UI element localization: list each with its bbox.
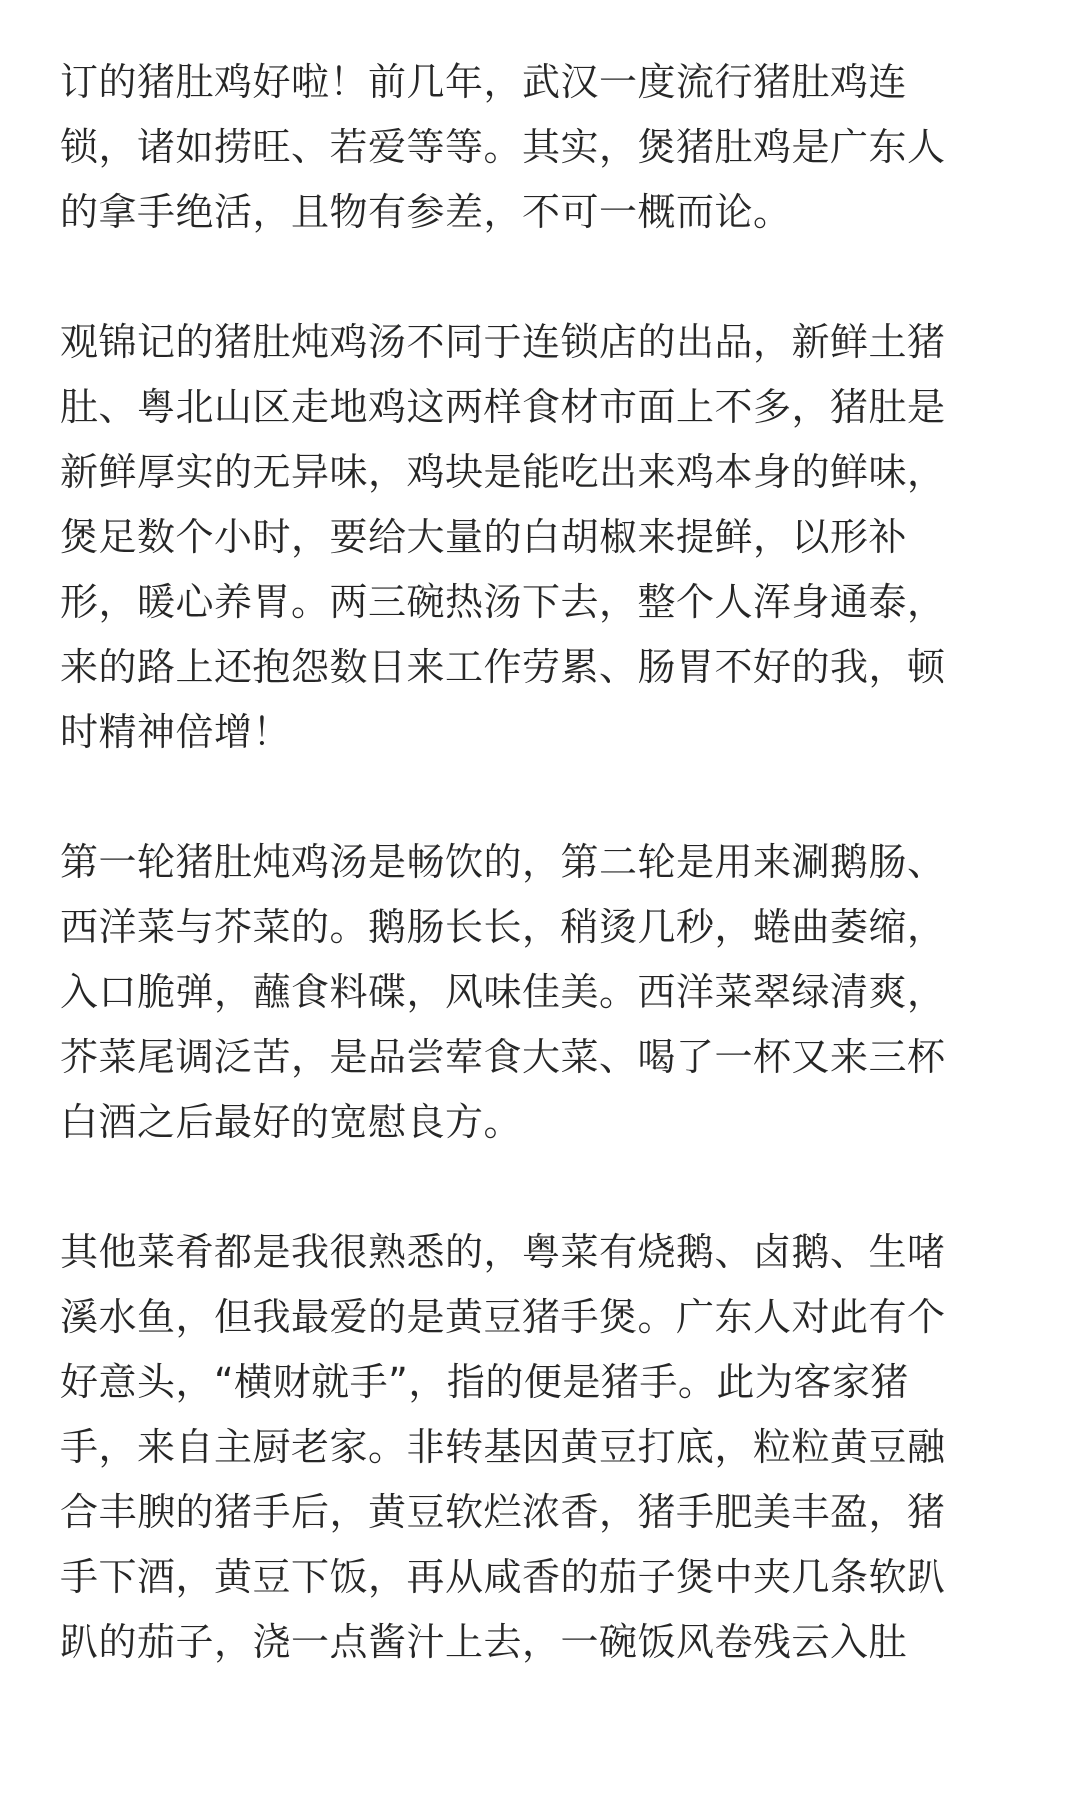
paragraph-guanjinji-soup: 观锦记的猪肚炖鸡汤不同于连锁店的出品，新鲜土猪 肚、粤北山区走地鸡这两样食材市面上不多，猪肚是 新鲜厚实的无异味，鸡块是能吃出来鸡本身的鲜味， 煲足数个小时，要给大量的白胡椒来提鲜，以形补 形，暖心养胃。两三碗热汤下去，整个人浑身通泰， 来的路上还抱怨数日来工作劳累、肠胃不好的我，顿 时精神倍增！ [60,320,946,754]
paragraph-second-round-hotpot: 第一轮猪肚炖鸡汤是畅饮的，第二轮是用来涮鹅肠、 西洋菜与芥菜的。鹅肠长长，稍烫几秒，蜷曲萎缩， 入口脆弹，蘸食料碟，风味佳美。西洋菜翠绿清爽， 芥菜尾调泛苦，是品尝荤食大菜、喝了一杯又来三杯 白酒之后最好的宽慰良方。 [60,840,946,1144]
paragraph-other-dishes: 其他菜肴都是我很熟悉的，粤菜有烧鹅、卤鹅、生啫 溪水鱼，但我最爱的是黄豆猪手煲。广东人对此有个 好意头，“横财就手”，指的便是猪手。此为客家猪 手，来自主厨老家。非转基因黄豆打底，粒粒黄豆融 合丰腴的猪手后，黄豆软烂浓香，猪手肥美丰盈，猪 手下酒，黄豆下饭，再从咸香的茄子煲中夹几条软趴 趴的茄子，浇一点酱汁上去，一碗饭风卷残云入肚 [60,1230,946,1664]
paragraph-pork-tripe-chicken-intro: 订的猪肚鸡好啦！前几年，武汉一度流行猪肚鸡连 锁，诸如捞旺、若爱等等。其实，煲猪肚鸡是广东人 的拿手绝活，且物有参差，不可一概而论。 [60,60,946,234]
article-body [60,50,1030,1675]
